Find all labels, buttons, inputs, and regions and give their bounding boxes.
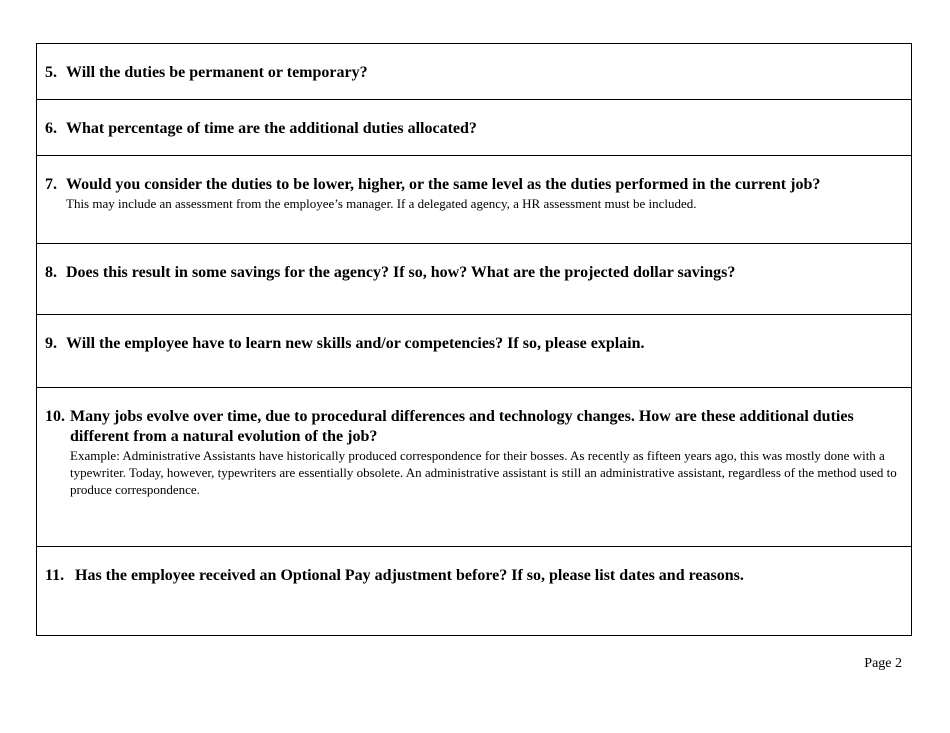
question-text: Would you consider the duties to be lower, higher, or the same level as the duties performed in the current job?	[66, 176, 821, 193]
question-6	[45, 119, 903, 139]
question-text: Has the employee received an Optional Pay adjustment before? If so, please list dates and reasons.	[75, 567, 744, 584]
question-text: Will the employee have to learn new skills and/or competencies? If so, please explain.	[66, 335, 645, 352]
question-number: 9.	[45, 335, 57, 352]
question-row-9[interactable]	[37, 315, 911, 388]
question-number: 6.	[45, 120, 57, 137]
question-note: Example: Administrative Assistants have historically produced correspondence for their bosses. As recently as fifteen years ago, this was mostly done with a typewriter. Today, however, typewriters are essentially obsolete. An administrative assistant is still an administrative assistant, regardless of the method used to produce correspondence.	[70, 448, 897, 497]
question-row-7[interactable]	[37, 156, 911, 244]
question-number: 10.	[45, 408, 65, 425]
question-row-6[interactable]	[37, 100, 911, 156]
question-row-8[interactable]	[37, 244, 911, 315]
question-text: Will the duties be permanent or temporary?	[66, 64, 368, 81]
question-note: This may include an assessment from the employee’s manager. If a delegated agency, a HR assessment must be included.	[66, 196, 697, 211]
question-10	[45, 407, 903, 447]
question-number: 7.	[45, 176, 57, 193]
question-row-11[interactable]	[37, 547, 911, 635]
question-text: Many jobs evolve over time, due to procedural differences and technology changes. How are these additional duties different from a natural evolution of the job?	[70, 408, 854, 445]
question-9	[45, 334, 903, 354]
questions-table	[36, 43, 912, 636]
question-11	[45, 566, 903, 586]
question-text: Does this result in some savings for the agency? If so, how? What are the projected dollar savings?	[66, 264, 736, 281]
question-row-5[interactable]	[37, 44, 911, 100]
question-number: 5.	[45, 64, 57, 81]
question-8	[45, 263, 903, 283]
question-number: 11.	[45, 567, 65, 584]
page-number: Page 2	[864, 656, 902, 671]
question-row-10[interactable]	[37, 388, 911, 547]
question-7	[45, 175, 903, 195]
question-5	[45, 63, 903, 83]
question-text: What percentage of time are the additional duties allocated?	[66, 120, 477, 137]
question-number: 8.	[45, 264, 57, 281]
